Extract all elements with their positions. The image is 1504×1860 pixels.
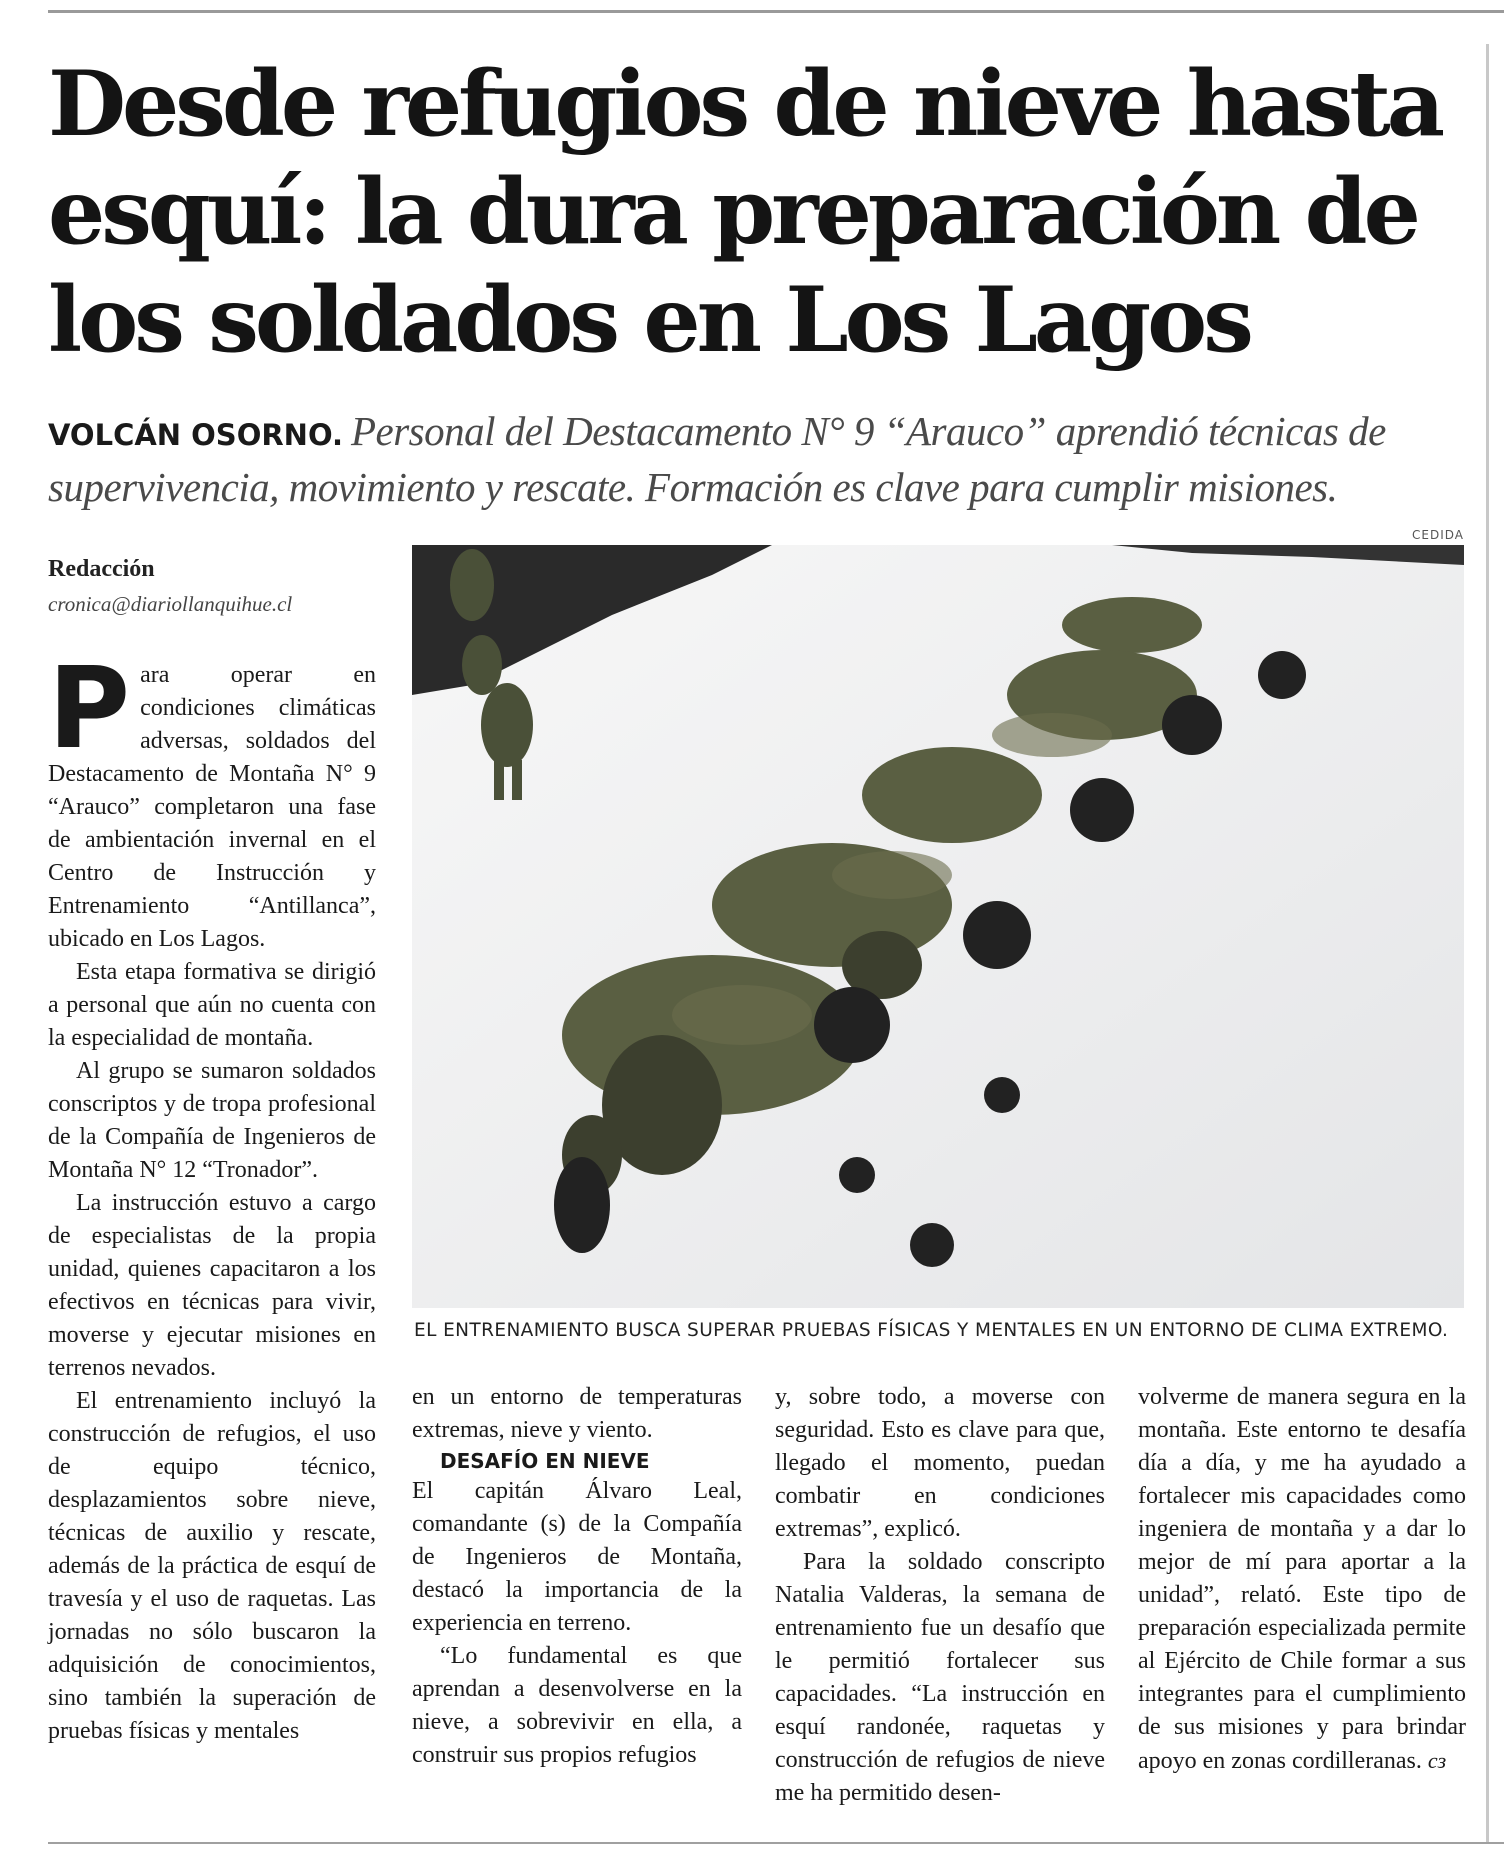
top-rule xyxy=(48,10,1504,13)
drop-cap: P xyxy=(48,644,131,774)
deck xyxy=(48,405,1493,513)
paragraph-8: Para la soldado conscripto Natalia Valderas, la semana de entrenamiento fue un desafío que le permitió fortalecer sus capacidades. “La instrucción en esquí randonée, raquetas y construcción de refugios de nieve me ha permitido desen- xyxy=(775,1549,1105,1806)
body-column-3 xyxy=(775,1381,1105,1810)
bottom-rule xyxy=(48,1842,1504,1844)
kicker: VOLCÁN OSORNO. xyxy=(48,418,343,452)
body-column-4 xyxy=(1138,1381,1466,1778)
subhead: DESAFÍO EN NIEVE xyxy=(440,1449,650,1473)
paragraph-5-continued: en un entorno de temperaturas extremas, nieve y viento. xyxy=(412,1384,742,1443)
paragraph-4: La instrucción estuvo a cargo de especialistas de la propia unidad, quienes capacitaron a los efectivos en técnicas para vivir, moverse y ejecutar misiones en terrenos nevados. xyxy=(48,1190,376,1381)
body-column-2 xyxy=(412,1381,742,1772)
paragraph-8-continued: volverme de manera segura en la montaña. Este entorno te desafía día a día, y me ha ayudado a fortalecer mis capacidades como ingeniera de montaña y a dar lo mejor de mí para aportar a la unidad”, relató. Este tipo de preparación especializada permite al Ejército de Chile formar a sus integrantes para el cumplimiento de sus misiones y para brindar apoyo en zonas cordilleranas. cз xyxy=(1138,1384,1466,1774)
paragraph-5: El entrenamiento incluyó la construcción de refugios, el uso de equipo técnico, desplazamientos sobre nieve, técnicas de auxilio y rescate, además de la práctica de esquí de travesía y el uso de raquetas. Las jornadas no sólo buscaron la adquisición de conocimientos, sino también la superación de pruebas físicas y mentales xyxy=(48,1388,376,1744)
end-mark: cз xyxy=(1427,1748,1447,1773)
paragraph-3: Al grupo se sumaron soldados conscriptos y de tropa profesional de la Compañía de Ingenieros de Montaña N° 12 “Tronador”. xyxy=(48,1058,376,1183)
byline: Redacción xyxy=(48,556,155,582)
article-photo xyxy=(412,545,1464,1308)
body-column-1 xyxy=(48,644,376,1748)
deck-text: Personal del Destacamento N° 9 “Arauco” aprendió técnicas de supervivencia, movimiento y rescate. Formación es clave para cumplir misiones. xyxy=(48,408,1386,510)
headline: Desde refugios de nieve hasta esquí: la dura preparación de los soldados en Los Lagos xyxy=(48,51,1442,373)
author-email: cronica@diariollanquihue.cl xyxy=(48,592,293,616)
paragraph-1: Para operar en condiciones climáticas adversas, soldados del Destacamento de Montaña N° 9 “Arauco” completaron una fase de ambientación invernal en el Centro de Instrucción y Entrenamiento “Antillanca”, ubicado en Los Lagos. xyxy=(48,644,376,952)
photo-caption: EL ENTRENAMIENTO BUSCA SUPERAR PRUEBAS FÍSICAS Y MENTALES EN UN ENTORNO DE CLIMA EXTREMO. xyxy=(414,1320,1449,1341)
soldiers-on-snow-image xyxy=(412,545,1464,1308)
paragraph-2: Esta etapa formativa se dirigió a personal que aún no cuenta con la especialidad de montaña. xyxy=(48,959,376,1051)
photo-credit: CEDIDA xyxy=(1412,528,1464,542)
paragraph-7-continued: y, sobre todo, a moverse con seguridad. Esto es clave para que, llegado el momento, puedan combatir en condiciones extremas”, explicó. xyxy=(775,1384,1105,1542)
paragraph-7: “Lo fundamental es que aprendan a desenvolverse en la nieve, a sobrevivir en ella, a construir sus propios refugios xyxy=(412,1643,742,1768)
paragraph-6: El capitán Álvaro Leal, comandante (s) de la Compañía de Ingenieros de Montaña, destacó la importancia de la experiencia en terreno. xyxy=(412,1478,742,1636)
